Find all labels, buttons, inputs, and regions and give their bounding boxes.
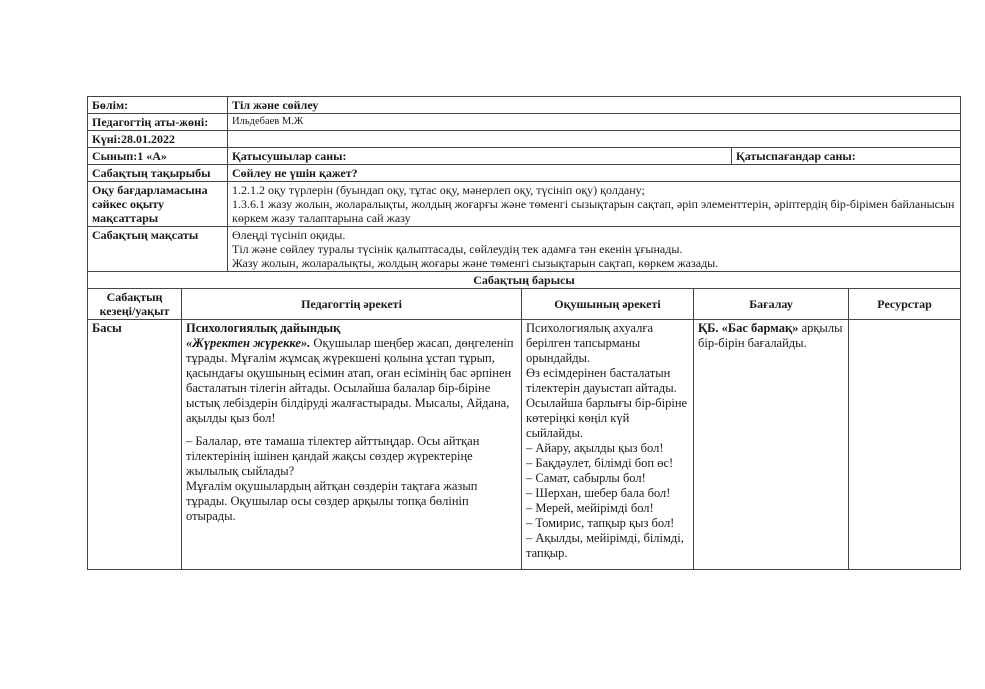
teacher-text-1: Оқушылар шеңбер жасап, дөңгеленіп тұрады. Мұғалім жұмсақ жүрекшені қолына ұстап тұрып, қасындағы оқушының есімин атап, оған есімінің бас әрпінен басталатын тілегін айтады. Осылайша балалар бір-біріне ыстық лебіздерін білдіруді жалғастырады. Мысалы, Айдана, ақылды қыз бол! bbox=[186, 336, 514, 425]
teacher-text-3: Мұғалім оқушылардың айтқан сөздерін тақтаға жазып тұрады. Оқушылар осы сөздер арқылы топқа бөлініп отырады. bbox=[186, 479, 478, 523]
student-line: – Шерхан, шебер бала бол! bbox=[526, 486, 671, 500]
teacher-label: Педагогтің аты-жөні: bbox=[88, 114, 228, 131]
absent-label: Қатыспағандар саны: bbox=[732, 148, 961, 165]
student-line: – Бақдәулет, білімді боп өс! bbox=[526, 456, 674, 470]
section-value: Тіл және сөйлеу bbox=[228, 97, 961, 114]
goal-line: Тіл және сөйлеу туралы түсінік қалыптасады, сөйлеудің тек адамға тән екенін ұғынады. bbox=[232, 242, 683, 256]
assessment-text: арқылы бір-бірін бағалайды. bbox=[698, 321, 843, 350]
progress-body-row bbox=[88, 320, 961, 570]
assessment-method: ҚБ. «Бас бармақ» bbox=[698, 321, 799, 335]
student-line: – Айару, ақылды қыз бол! bbox=[526, 441, 664, 455]
col-assessment-header: Бағалау bbox=[694, 289, 849, 320]
col-teacher-header: Педагогтің әрекеті bbox=[182, 289, 522, 320]
lesson-plan-table bbox=[87, 96, 961, 570]
date-label: Күні:28.01.2022 bbox=[88, 131, 228, 148]
student-line: Осылайша барлығы бір-біріне көтеріңкі көңіл күй сыйлайды. bbox=[526, 396, 688, 440]
date-value bbox=[228, 131, 961, 148]
student-line: – Томирис, тапқыр қыз бол! bbox=[526, 516, 675, 530]
topic-row bbox=[88, 165, 961, 182]
goal-row bbox=[88, 227, 961, 272]
col-resources-header: Ресурстар bbox=[849, 289, 961, 320]
goal-value bbox=[228, 227, 961, 272]
student-line: – Ақылды, мейірімді, білімді, тапқыр. bbox=[526, 531, 684, 560]
goal-label: Сабақтың мақсаты bbox=[88, 227, 228, 272]
teacher-value: Ильдебаев М.Ж bbox=[228, 114, 961, 131]
teacher-game-name: «Жүректен жүрекке». bbox=[186, 336, 311, 350]
progress-title-row bbox=[88, 272, 961, 289]
topic-label: Сабақтың тақырыбы bbox=[88, 165, 228, 182]
present-label: Қатысушылар саны: bbox=[228, 148, 732, 165]
objectives-row bbox=[88, 182, 961, 227]
topic-value: Сөйлеу не үшін қажет? bbox=[228, 165, 961, 182]
date-row bbox=[88, 131, 961, 148]
objective-line: 1.3.6.1 жазу жолын, жоларалықты, жолдың жоғарғы және төменгі сызықтарын сақтап, әріп элементтерін, әріптердің бір-бірімен байланысын көркем жазу талаптарына сай жазу bbox=[232, 197, 955, 225]
stage-cell: Басы bbox=[88, 320, 182, 570]
student-line: Өз есімдерінен басталатын тілектерін дауыстап айтады. bbox=[526, 366, 677, 395]
teacher-text-2: – Балалар, өте тамаша тілектер айттыңдар. Осы айтқан тілектерінің ішінен қандай жақсы сөздер жүректеріңе жылылық сыйлады? bbox=[186, 434, 480, 478]
section-label: Бөлім: bbox=[88, 97, 228, 114]
student-line: Психологиялық ахуалға берілген тапсырманы орындайды. bbox=[526, 321, 654, 365]
objectives-value bbox=[228, 182, 961, 227]
section-row bbox=[88, 97, 961, 114]
col-stage-header: Сабақтың кезеңі/уақыт bbox=[88, 289, 182, 320]
assessment-cell bbox=[694, 320, 849, 570]
progress-header-row bbox=[88, 289, 961, 320]
student-action-cell bbox=[522, 320, 694, 570]
col-student-header: Оқушының әрекеті bbox=[522, 289, 694, 320]
teacher-action-cell bbox=[182, 320, 522, 570]
objectives-label: Оқу бағдарламасына сәйкес оқыту мақсаттары bbox=[88, 182, 228, 227]
progress-title: Сабақтың барысы bbox=[88, 272, 961, 289]
lesson-plan-sheet bbox=[87, 96, 955, 570]
teacher-paragraph-1 bbox=[186, 336, 517, 426]
objective-line: 1.2.1.2 оқу түрлерін (буындап оқу, тұтас оқу, мәнерлеп оқу, түсініп оқу) қолдану; bbox=[232, 183, 645, 197]
teacher-row bbox=[88, 114, 961, 131]
student-line: – Самат, сабырлы бол! bbox=[526, 471, 646, 485]
student-line: – Мерей, мейірімді бол! bbox=[526, 501, 654, 515]
goal-line: Жазу жолын, жоларалықты, жолдың жоғары және төменгі сызықтарын сақтап, көркем жазады. bbox=[232, 256, 719, 270]
teacher-heading: Психологиялық дайындық bbox=[186, 321, 341, 335]
resources-cell bbox=[849, 320, 961, 570]
class-row bbox=[88, 148, 961, 165]
goal-line: Өлеңді түсініп оқиды. bbox=[232, 228, 346, 242]
class-label: Сынып:1 «А» bbox=[88, 148, 228, 165]
